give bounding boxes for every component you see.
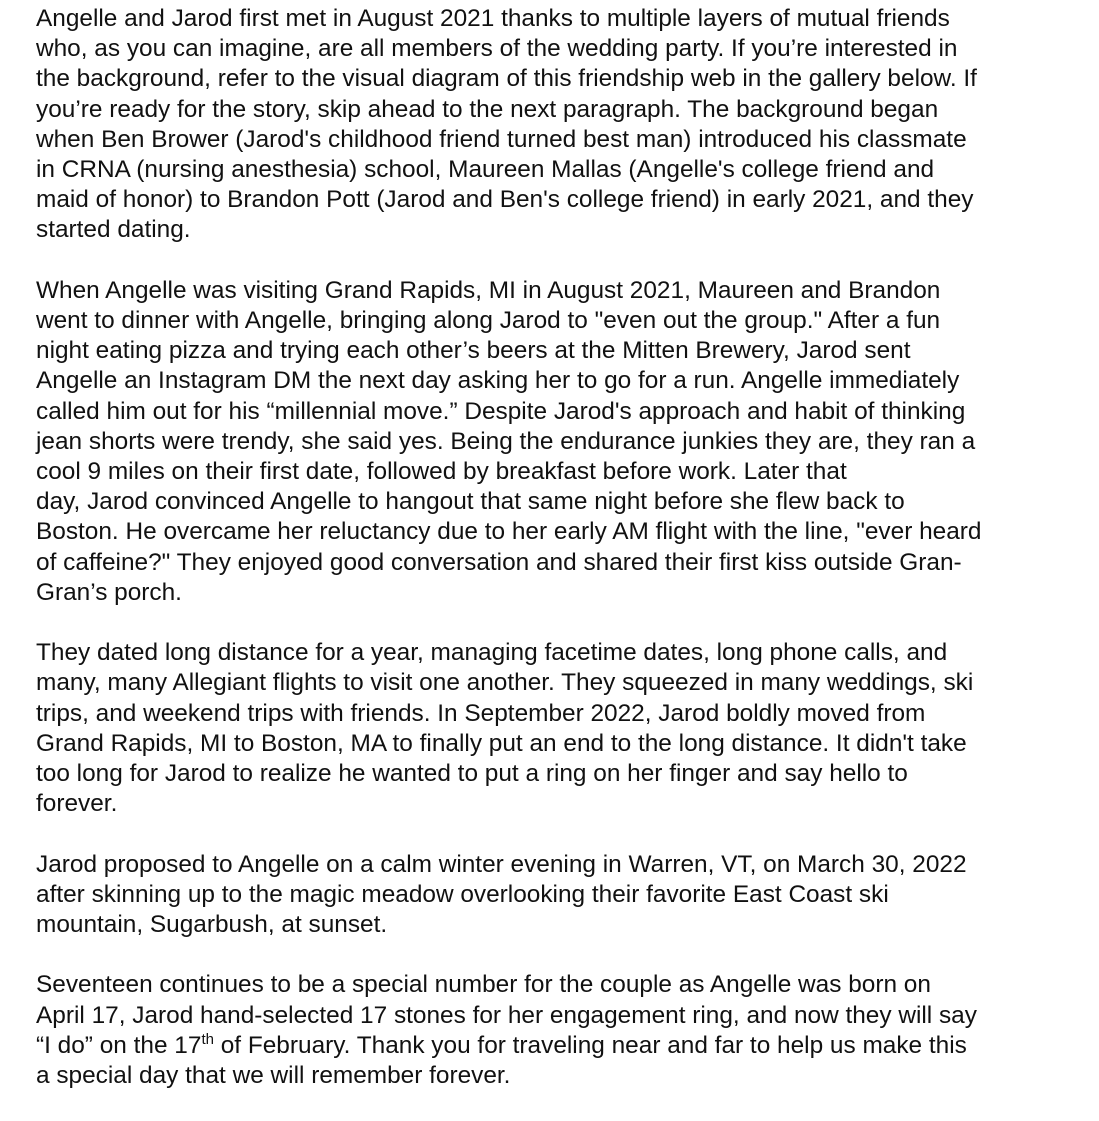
text-line: jean shorts were trendy, she said yes. Being the endurance junkies they are, they ran a — [36, 427, 976, 455]
ordinal-superscript: th — [201, 1030, 214, 1048]
paragraph-seventeen — [36, 970, 1076, 1091]
text-line: of caffeine?" They enjoyed good conversation and shared their first kiss outside Gran- — [36, 548, 962, 576]
text-segment: of February. Thank you for traveling near and far to help us make this — [213, 1031, 967, 1059]
text-line: night eating pizza and trying each other’s beers at the Mitten Brewery, Jarod sent — [36, 337, 911, 365]
paragraph-proposal — [36, 850, 1076, 941]
text-line: Angelle an Instagram DM the next day asking her to go for a run. Angelle immediately — [36, 367, 960, 395]
text-line: many, many Allegiant flights to visit one another. They squeezed in many weddings, ski — [36, 669, 974, 697]
text-line: Gran’s porch. — [36, 578, 182, 606]
text-line: Grand Rapids, MI to Boston, MA to finally put an end to the long distance. It didn't take — [36, 729, 967, 757]
text-line: Boston. He overcame her reluctancy due to her early AM flight with the line, "ever heard — [36, 518, 982, 546]
text-line: who, as you can imagine, are all members of the wedding party. If you’re interested in — [36, 35, 958, 63]
text-line: in CRNA (nursing anesthesia) school, Maureen Mallas (Angelle's college friend and — [36, 156, 935, 184]
text-line-with-superscript — [36, 1031, 1076, 1061]
text-line: They dated long distance for a year, managing facetime dates, long phone calls, and — [36, 639, 948, 667]
text-line: went to dinner with Angelle, bringing along Jarod to "even out the group." After a fun — [36, 307, 941, 335]
text-line: forever. — [36, 790, 118, 818]
text-line: started dating. — [36, 216, 191, 244]
text-line: maid of honor) to Brandon Pott (Jarod and Ben's college friend) in early 2021, and they — [36, 186, 974, 214]
text-line: Jarod proposed to Angelle on a calm winter evening in Warren, VT, on March 30, 2022 — [36, 850, 967, 878]
text-line: when Ben Brower (Jarod's childhood friend turned best man) introduced his classmate — [36, 125, 967, 153]
text-line: cool 9 miles on their first date, followed by breakfast before work. Later that — [36, 458, 847, 486]
text-line: after skinning up to the magic meadow overlooking their favorite East Coast ski — [36, 880, 889, 908]
text-line: a special day that we will remember forever. — [36, 1062, 511, 1090]
story-document — [36, 4, 1076, 1121]
paragraph-first-date — [36, 276, 1076, 608]
text-line: trips, and weekend trips with friends. In September 2022, Jarod boldly moved from — [36, 699, 926, 727]
text-line: the background, refer to the visual diagram of this friendship web in the gallery below. If — [36, 65, 977, 93]
paragraph-how-they-met — [36, 4, 1076, 246]
text-line: When Angelle was visiting Grand Rapids, MI in August 2021, Maureen and Brandon — [36, 276, 941, 304]
text-line: you’re ready for the story, skip ahead to the next paragraph. The background began — [36, 95, 939, 123]
text-segment: “I do” on the 17 — [36, 1031, 202, 1059]
text-line: day, Jarod convinced Angelle to hangout that same night before she flew back to — [36, 488, 905, 516]
text-line: mountain, Sugarbush, at sunset. — [36, 911, 388, 939]
paragraph-long-distance — [36, 638, 1076, 819]
text-line: called him out for his “millennial move.” Despite Jarod's approach and habit of thinking — [36, 397, 966, 425]
text-line: Angelle and Jarod first met in August 2021 thanks to multiple layers of mutual friends — [36, 5, 950, 32]
text-line: too long for Jarod to realize he wanted to put a ring on her finger and say hello to — [36, 760, 908, 788]
text-line: April 17, Jarod hand-selected 17 stones for her engagement ring, and now they will say — [36, 1001, 977, 1029]
text-line: Seventeen continues to be a special number for the couple as Angelle was born on — [36, 971, 931, 999]
